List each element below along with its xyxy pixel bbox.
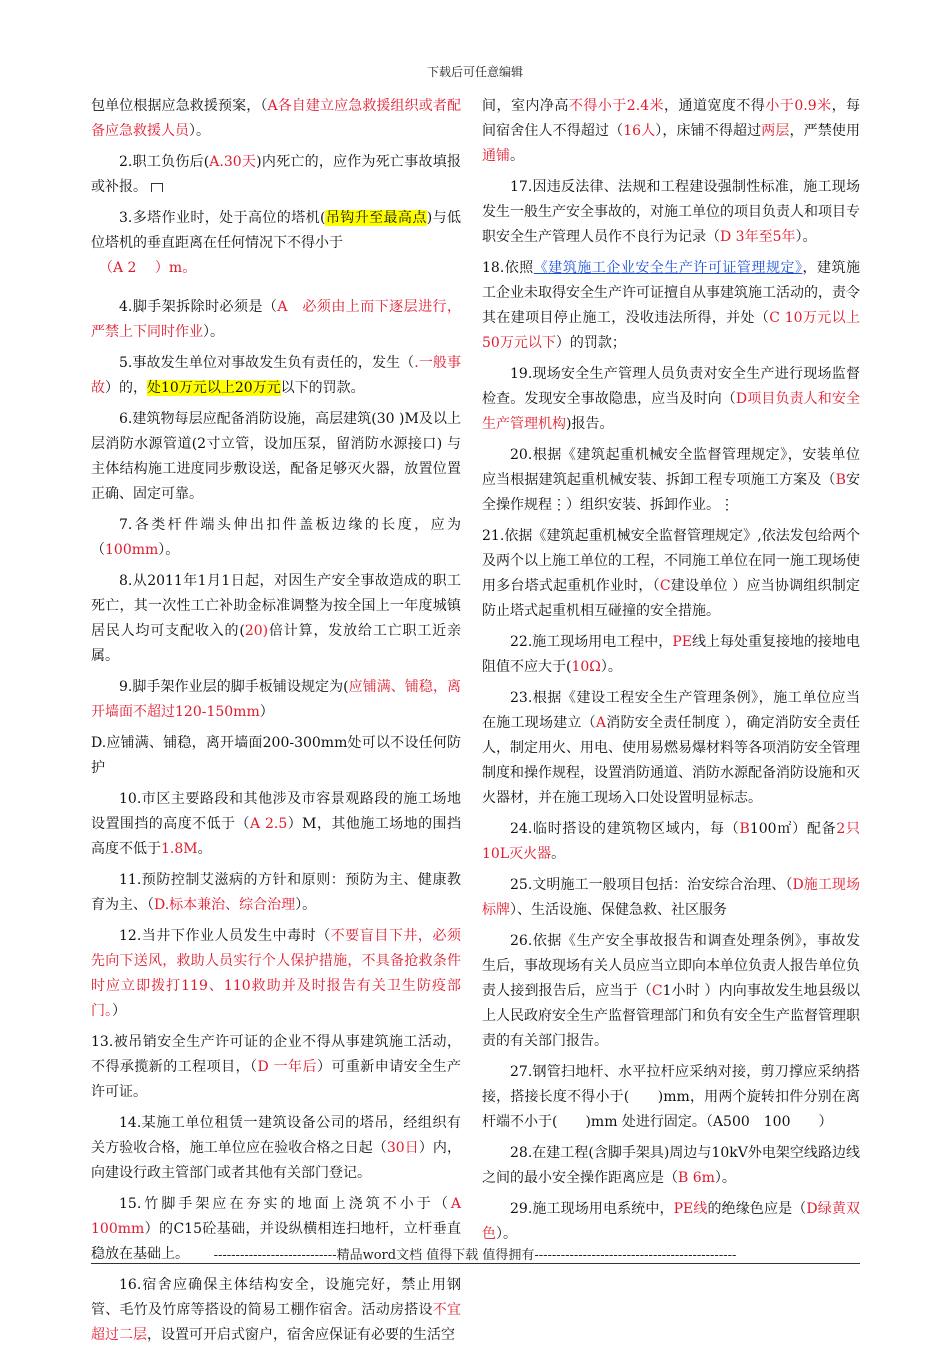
right-column — [482, 94, 860, 1253]
question-29: 29.施工现场用电系统中，PE线的绝缘色应是（D绿黄双色）。 — [482, 1201, 861, 1242]
question-10: 10.市区主要路段和其他涉及市容景观路段的施工场地设置围挡的高度不低于（A 2.5）M，其他施工场地的围挡高度不低于1.8M。 — [91, 791, 461, 857]
question-21: 21.依据《建筑起重机械安全监督管理规定》,依法发包给两个及两个以上施工单位的工程，不同施工单位在同一施工现场使用多台塔式起重机作业时，（C建设单位 ）应当协调组织制定防止塔式起重机相互碰撞的安全措施。 — [482, 528, 861, 619]
question-17: 17.因违反法律、法规和工程建设强制性标准，施工现场发生一般生产安全事故的，对施工单位的项目负责人和项目专职安全生产管理人员作不良行为记录（D 3年至5年）。 — [482, 179, 860, 245]
question-24: 24.临时搭设的建筑物区域内，每（B100㎡）配备2只10L灭火器。 — [482, 821, 860, 862]
question-16-cont: 间，室内净高不得小于2.4米，通道宽度不得小于0.9米，每间宿舍住人不得超过（16人），床铺不得超过两层，严禁使用通铺。 — [482, 98, 861, 164]
question-27: 27.钢管扫地杆、水平拉杆应采纳对接，剪刀撑应采纳搭接，搭接长度不得小于( )mm，用两个旋转扣件分别在离杆端不小于( )mm 处进行固定。（A500 100 ） — [482, 1064, 860, 1130]
question-23: 23.根据《建设工程安全生产管理条例》，施工单位应当在施工现场建立（A消防安全责任制度 ），确定消防安全责任人，制定用火、用电、使用易燃易爆材料等各项消防安全管理制度和操作规程，设置消防通道、消防水源配备消防设施和灭火器材，并在施工现场入口处设置明显标志。 — [482, 690, 860, 806]
question-9: 9.脚手架作业层的脚手板铺设规定为(应铺满、铺稳，离开墙面不超过120-150mm） — [91, 679, 461, 720]
question-12: 12.当井下作业人员发生中毒时（不要盲目下井，必须先向下送风，救助人员实行个人保护措施，不具备抢救条件时应立即拨打119、110救助并及时报告有关卫生防疫部门。） — [91, 928, 462, 1019]
question-1-cont: 包单位根据应急救援预案，（A各自建立应急救援组织或者配备应急救援人员）。 — [91, 98, 461, 139]
question-9-option-d: D.应铺满、铺稳，离开墙面200-300mm处可以不设任何防护 — [91, 735, 461, 776]
regulation-link[interactable]: 《建筑施工企业安全生产许可证管理规定》 — [533, 260, 803, 276]
question-18: 18.依照《建筑施工企业安全生产许可证管理规定》，建筑施工企业未取得安全生产许可证擅自从事建筑施工活动的，责令其在建项目停止施工，没收违法所得，并处（C 10万元以上50万元以下）的罚款； — [482, 260, 861, 351]
question-28: 28.在建工程(含脚手架具)周边与10kV外电架空线路边线之间的最小安全操作距离应是（B 6m）。 — [482, 1145, 860, 1186]
question-25: 25.文明施工一般项目包括：治安综合治理、（D施工现场标牌）、生活设施、保健急救、社区服务 — [482, 877, 860, 918]
bracket-mark — [151, 183, 163, 192]
question-16: 16.宿舍应确保主体结构安全，设施完好，禁止用钢管、毛竹及竹席等搭设的简易工棚作宿舍。活动房搭设不宜超过二层，设置可开启式窗户，宿舍应保证有必要的生活空 — [91, 1277, 462, 1343]
page-header: 下载后可任意编辑 — [426, 65, 523, 79]
question-26: 26.依据《生产安全事故报告和调查处理条例》，事故发生后，事故现场有关人员应当立即向本单位负责人报告单位负责人接到报告后，应当于（C1小时 ）内向事故发生地县级以上人民政府安全生产监督管理部门和负有安全生产监督管理职责的有关部门报告。 — [482, 933, 860, 1049]
question-6: 6.建筑物每层应配备消防设施，高层建筑(30 )M及以上层消防水源管道(2寸立管，设加压泵，留消防水源接口) 与主体结构施工进度同步敷设送，配备足够灭火器，放置位置正确、固定可靠。 — [91, 411, 461, 502]
question-11: 11.预防控制艾滋病的方针和原则：预防为主、健康教育为主、（D.标本兼治、综合治理）。 — [91, 872, 461, 913]
question-8: 8.从2011年1月1日起，对因生产安全事故造成的职工死亡，其一次性工亡补助金标准调整为按全国上一年度城镇居民人均可支配收入的(20)倍计算，发放给工亡职工近亲属。 — [91, 573, 462, 664]
left-column — [91, 94, 461, 1354]
question-7: 7.各类杆件端头伸出扣件盖板边缘的长度，应为（100mm）。 — [91, 517, 461, 558]
page-footer: ----------------------------精品word文档 值得下载 值得拥有---------------------------------------------- — [213, 1248, 737, 1263]
question-22: 22.施工现场用电工程中，PE线上每处重复接地的接地电阻值不应大于(10Ω）。 — [482, 634, 861, 675]
footer-rule — [91, 1263, 860, 1264]
question-14: 14.某施工单位租赁一建筑设备公司的塔吊，经组织有关方验收合格，施工单位应在验收合格之日起（30日）内，向建设行政主管部门或者其他有关部门登记。 — [91, 1115, 462, 1181]
question-15: 15.竹脚手架应在夯实的地面上浇筑不小于（A 100mm）的C15砼基础，并设纵横相连扫地杆，立杆垂直稳放在基础上。 — [91, 1196, 461, 1262]
question-20: 20.根据《建筑起重机械安全监督管理规定》，安装单位应当根据建筑起重机械安装、拆卸工程专项施工方案及（B安全操作规程⋮）组织安装、拆卸作业。⋮ — [482, 447, 861, 513]
question-3: 3.多塔作业时，处于高位的塔机(吊钩升至最高点)与低位塔机的垂直距离在任何情况下不得小于 （A 2 ）m。 — [91, 210, 461, 276]
question-2: 2.职工负伤后(A.30天)内死亡的，应作为死亡事故填报或补报。 — [91, 154, 461, 195]
question-5: 5.事故发生单位对事故发生负有责任的，发生（.一般事故）的，处10万元以上20万元以下的罚款。 — [91, 355, 462, 396]
question-19: 19.现场安全生产管理人员负责对安全生产进行现场监督检查。发现安全事故隐患，应当及时向（D项目负责人和安全生产管理机构)报告。 — [482, 366, 860, 432]
question-13: 13.被吊销安全生产许可证的企业不得从事建筑施工活动，不得承揽新的工程项目，（D 一年后）可重新申请安全生产许可证。 — [91, 1034, 462, 1100]
question-4: 4.脚手架拆除时必须是（A 必须由上而下逐层进行，严禁上下同时作业）。 — [91, 299, 461, 340]
